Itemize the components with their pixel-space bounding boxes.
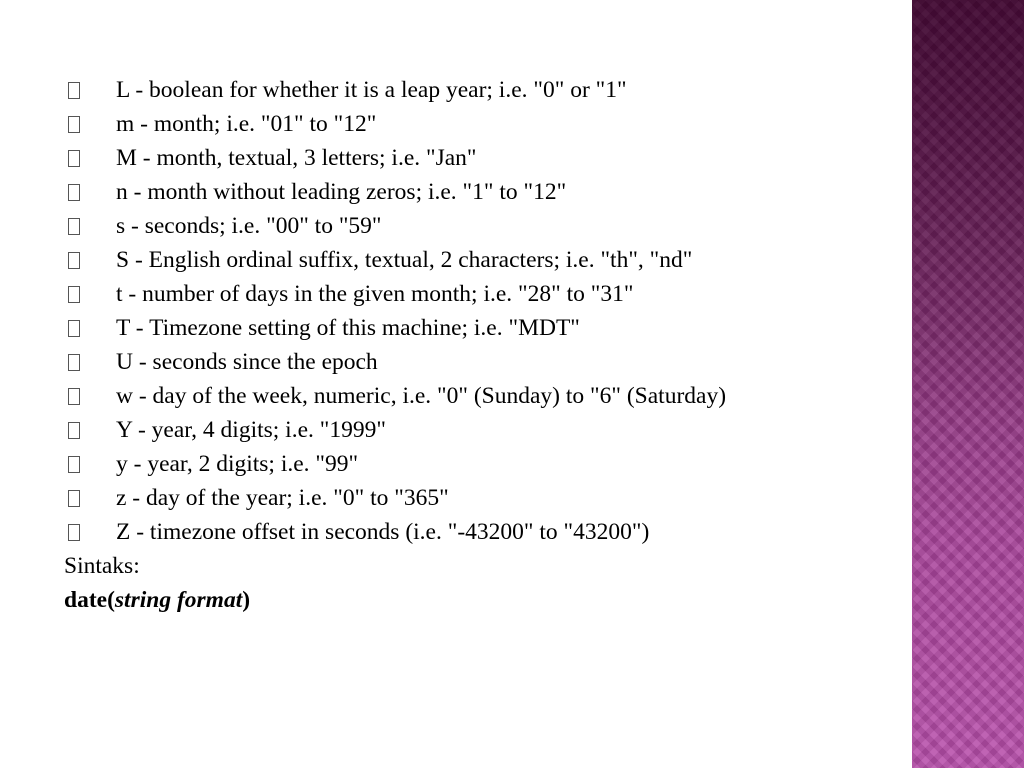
- list-item: [64, 345, 904, 379]
- list-item-text: S - English ordinal suffix, textual, 2 characters; i.e. "th", "nd": [116, 247, 693, 273]
- list-item: [64, 447, 904, 481]
- list-item-text: n - month without leading zeros; i.e. "1" to "12": [116, 179, 567, 205]
- list-item-text: z - day of the year; i.e. "0" to "365": [116, 485, 449, 511]
- square-bullet-icon: [68, 354, 80, 371]
- list-item: [64, 141, 904, 175]
- list-item: [64, 311, 904, 345]
- list-item-text: Y - year, 4 digits; i.e. "1999": [116, 417, 386, 443]
- list-item-text: y - year, 2 digits; i.e. "99": [116, 451, 359, 477]
- slide-content: [64, 73, 904, 617]
- list-item-text: T - Timezone setting of this machine; i.e. "MDT": [116, 315, 580, 341]
- decorative-side-band: [912, 0, 1024, 768]
- list-item: [64, 107, 904, 141]
- list-item: [64, 243, 904, 277]
- square-bullet-icon: [68, 82, 80, 99]
- list-item-text: L - boolean for whether it is a leap year; i.e. "0" or "1": [116, 77, 627, 103]
- square-bullet-icon: [68, 150, 80, 167]
- list-item-text: t - number of days in the given month; i.e. "28" to "31": [116, 281, 634, 307]
- list-item-text: w - day of the week, numeric, i.e. "0" (Sunday) to "6" (Saturday): [116, 383, 727, 409]
- list-item: [64, 413, 904, 447]
- format-character-list: [64, 73, 904, 549]
- square-bullet-icon: [68, 218, 80, 235]
- list-item-text: M - month, textual, 3 letters; i.e. "Jan": [116, 145, 477, 171]
- square-bullet-icon: [68, 490, 80, 507]
- function-name-open: date(: [64, 587, 115, 613]
- list-item: [64, 277, 904, 311]
- function-name-close: ): [242, 587, 251, 613]
- square-bullet-icon: [68, 456, 80, 473]
- square-bullet-icon: [68, 252, 80, 269]
- square-bullet-icon: [68, 184, 80, 201]
- syntax-signature: [64, 583, 904, 617]
- square-bullet-icon: [68, 286, 80, 303]
- square-bullet-icon: [68, 388, 80, 405]
- list-item-text: s - seconds; i.e. "00" to "59": [116, 213, 382, 239]
- list-item: [64, 209, 904, 243]
- list-item: [64, 515, 904, 549]
- list-item: [64, 73, 904, 107]
- list-item: [64, 175, 904, 209]
- square-bullet-icon: [68, 116, 80, 133]
- syntax-label: Sintaks:: [64, 553, 140, 579]
- function-argument: string format: [114, 587, 243, 613]
- list-item-text: m - month; i.e. "01" to "12": [116, 111, 377, 137]
- list-item: [64, 481, 904, 515]
- square-bullet-icon: [68, 422, 80, 439]
- square-bullet-icon: [68, 320, 80, 337]
- list-item-text: U - seconds since the epoch: [116, 349, 378, 375]
- square-bullet-icon: [68, 524, 80, 541]
- list-item: [64, 379, 904, 413]
- list-item-text: Z - timezone offset in seconds (i.e. "-43200" to "43200"): [116, 519, 650, 545]
